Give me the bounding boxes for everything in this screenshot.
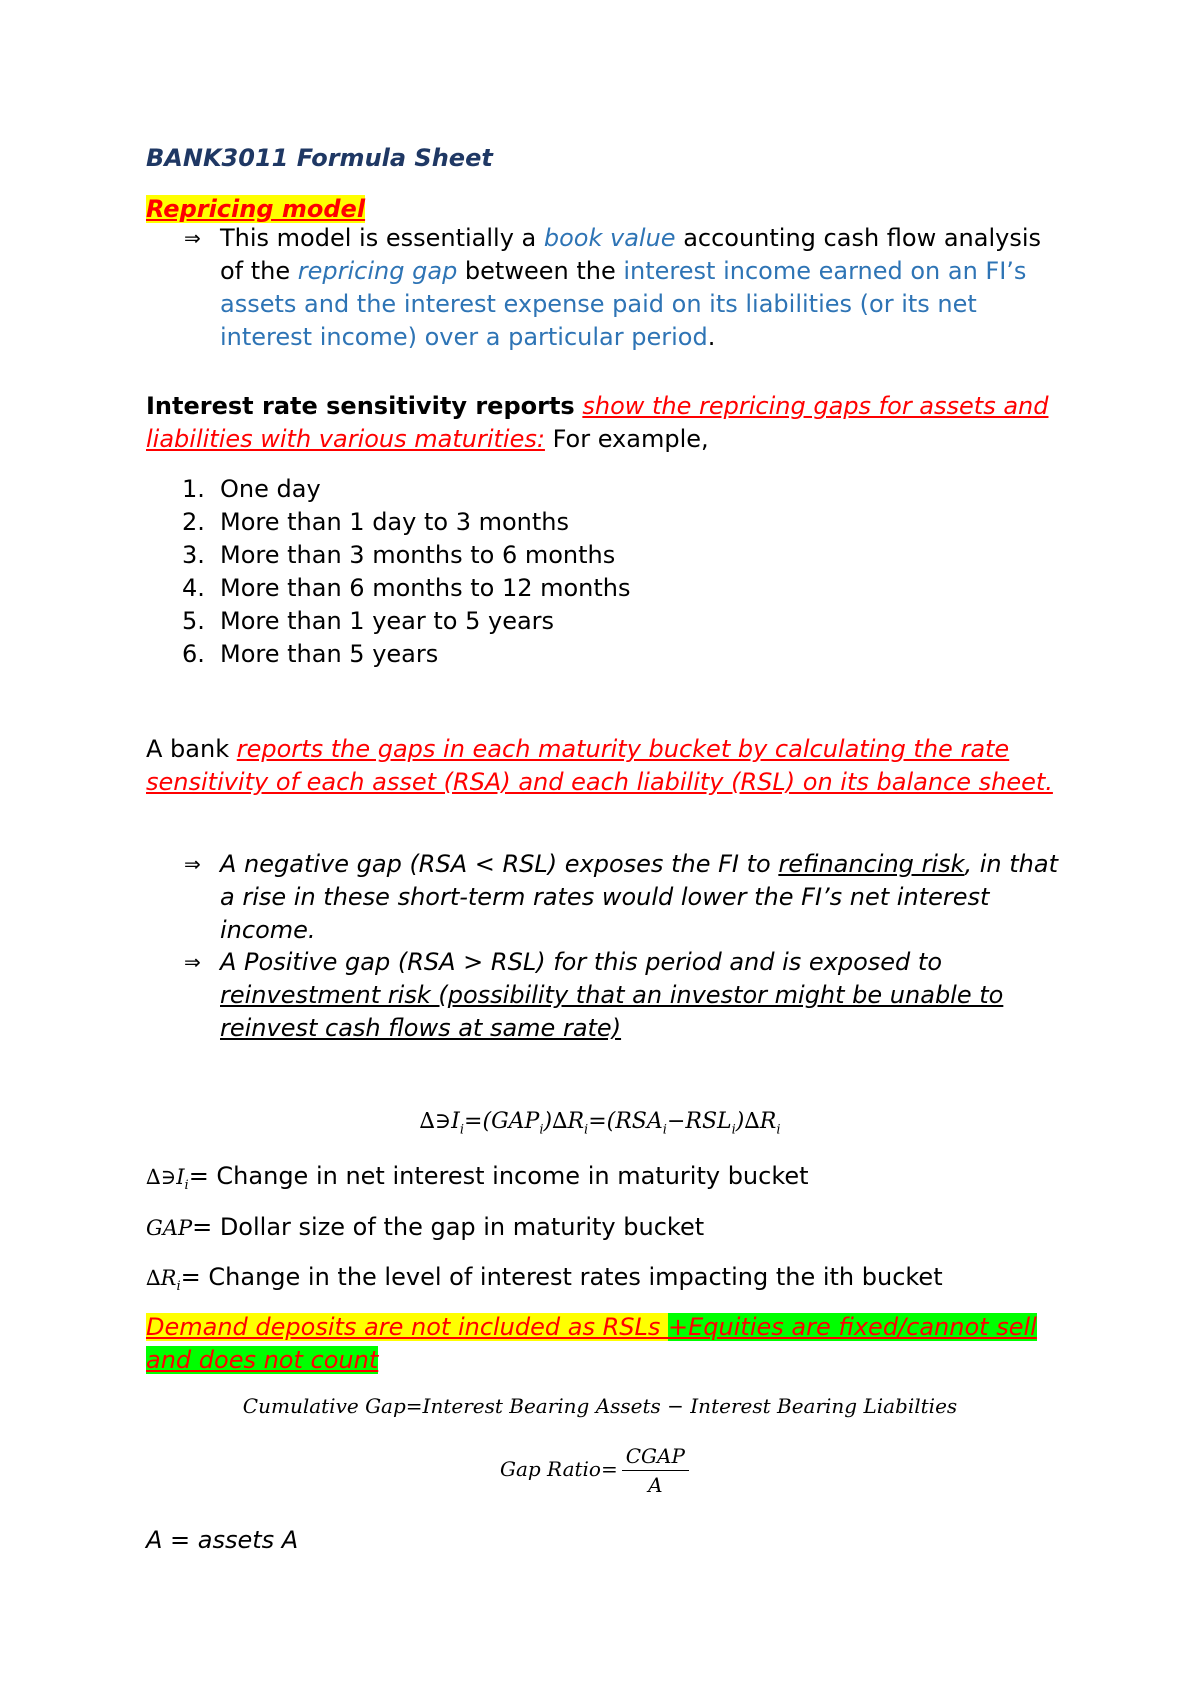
formula-sheet-page: BANK3011 Formula Sheet Repricing model ⇒ This model is essentially a book value accounting cash flow analysis of the repricing gap between the interest income earned on an FI’s assets and the interest expense paid on its liabilities (or its net interest income) over a particular period. Interest rate sensitivity reports show the repricing gaps for assets and liabilities with various maturities: For example, 1. One day 2. More than 1 day to 3 months 3. More than 3 months to 6 months 4. More than 6 months to 12 months 5. More than 1 year to 5 years 6. More than 5 years A bank reports the gaps in each maturity bucket by calculating the rate sensitivity of each asset (RSA) and each liability (RSL) on its balance sheet. ⇒ A negative gap (RSA < RSL) exposes the FI to refinancing risk, in that a rise in these short-term rates would lower the FI’s net interest income. ⇒ A Positive gap (RSA > RSL) for this period and is exposed to reinvestment risk (possibility that an investor might be unable to reinvest cash flows at same rate) $\Delta∋I_i=(GAP_i)\Delta R_i=(RSA_i-RSL_i)\Delta R_i$ $\Delta∋I_i=$ Change in net interest income in maturity bucket GAP= Dollar size of the gap in maturity bucket $\Delta R_i=$ Change in the level of interest rates impacting the ith bucket Demand deposits are not included as RSLs +Equities are fixed/cannot sell and does not count Cumulative Gap=Interest Bearing Assets − Interest Bearing Liabilties Gap Ratio= $\frac{\text{CGAP}}{A}$ A = assets A: [0, 0, 1200, 1696]
repricing-gap-term: repricing gap: [297, 257, 458, 285]
demand-deposits-note: [146, 1311, 1076, 1377]
bank-paragraph: A bank reports the gaps in each maturity bucket by calculating the rate sensitivity of each asset (RSA) and each liability (RSL) on its balance sheet.: [146, 735, 1053, 796]
net-interest-income-formula: $\Delta∋I_i=(GAP_i)\Delta R_i=(RSA_i-RSL_i)\Delta R_i$: [419, 1109, 781, 1138]
cumulative-gap-formula: Cumulative Gap=Interest Bearing Assets − Interest Bearing Liabilties: [242, 1394, 958, 1418]
definition-highlight: interest income earned on an FI’s assets and the interest expense paid on its liabilities (or its net interest income) over a particular period: [220, 257, 1027, 351]
arrow-icon: ⇒: [184, 226, 201, 250]
arrow-icon: ⇒: [184, 852, 201, 876]
definition-net-interest: $\Delta∋I_i=$ Change in net interest income in maturity bucket: [146, 1162, 809, 1194]
refinancing-risk-term: refinancing risk: [778, 850, 965, 878]
reports-description: show the repricing gaps for assets and liabilities with various maturities:: [146, 392, 1049, 453]
list-item: 5. More than 1 year to 5 years: [182, 607, 555, 635]
equities-text: +Equities are fixed/cannot sell and does not count: [146, 1313, 1037, 1374]
list-item: 4. More than 6 months to 12 months: [182, 574, 631, 602]
list-item: 2. More than 1 day to 3 months: [182, 508, 569, 536]
list-item: 3. More than 3 months to 6 months: [182, 541, 616, 569]
reports-paragraph: Interest rate sensitivity reports show the repricing gaps for assets and liabilities with various maturities: For example,: [146, 392, 1049, 453]
assets-definition: A = assets A: [146, 1526, 299, 1554]
reports-heading: Interest rate sensitivity reports: [146, 392, 575, 420]
list-item: 6. More than 5 years: [182, 640, 439, 668]
gap-ratio-fraction: $\frac{\text{CGAP}}{A}$: [622, 1442, 689, 1499]
rate-change-symbol: $\Delta R_i$: [146, 1266, 181, 1295]
definition-gap: GAP= Dollar size of the gap in maturity bucket: [146, 1213, 705, 1241]
list-item: 1. One day: [182, 475, 321, 503]
definition-rate-change: $\Delta R_i=$ Change in the level of interest rates impacting the ith bucket: [146, 1263, 943, 1295]
page-title: BANK3011 Formula Sheet: [146, 144, 493, 172]
reinvestment-risk-term: reinvestment risk (possibility that an investor might be unable to reinvest cash flows at same rate): [220, 981, 1004, 1042]
arrow-icon: ⇒: [184, 950, 201, 974]
definition-text: This model is essentially a book value accounting cash flow analysis of the repricing gap between the interest income earned on an FI’s assets and the interest expense paid on its liabilities (or its net interest income) over a particular period.: [220, 224, 1042, 351]
gap-ratio-formula: Gap Ratio= $\frac{\text{CGAP}}{A}$: [500, 1442, 689, 1499]
bank-paragraph-highlight: reports the gaps in each maturity bucket by calculating the rate sensitivity of each asset (RSA) and each liability (RSL) on its balance sheet.: [146, 735, 1053, 796]
gap-symbol: GAP: [146, 1216, 193, 1240]
repricing-model-heading: Repricing model: [146, 195, 366, 223]
book-value-term: book value: [543, 224, 676, 252]
nii-symbol: $\Delta∋I_i$: [146, 1165, 189, 1194]
demand-deposits-text: Demand deposits are not included as RSLs: [146, 1313, 669, 1341]
maturity-bucket-list: [146, 473, 946, 671]
